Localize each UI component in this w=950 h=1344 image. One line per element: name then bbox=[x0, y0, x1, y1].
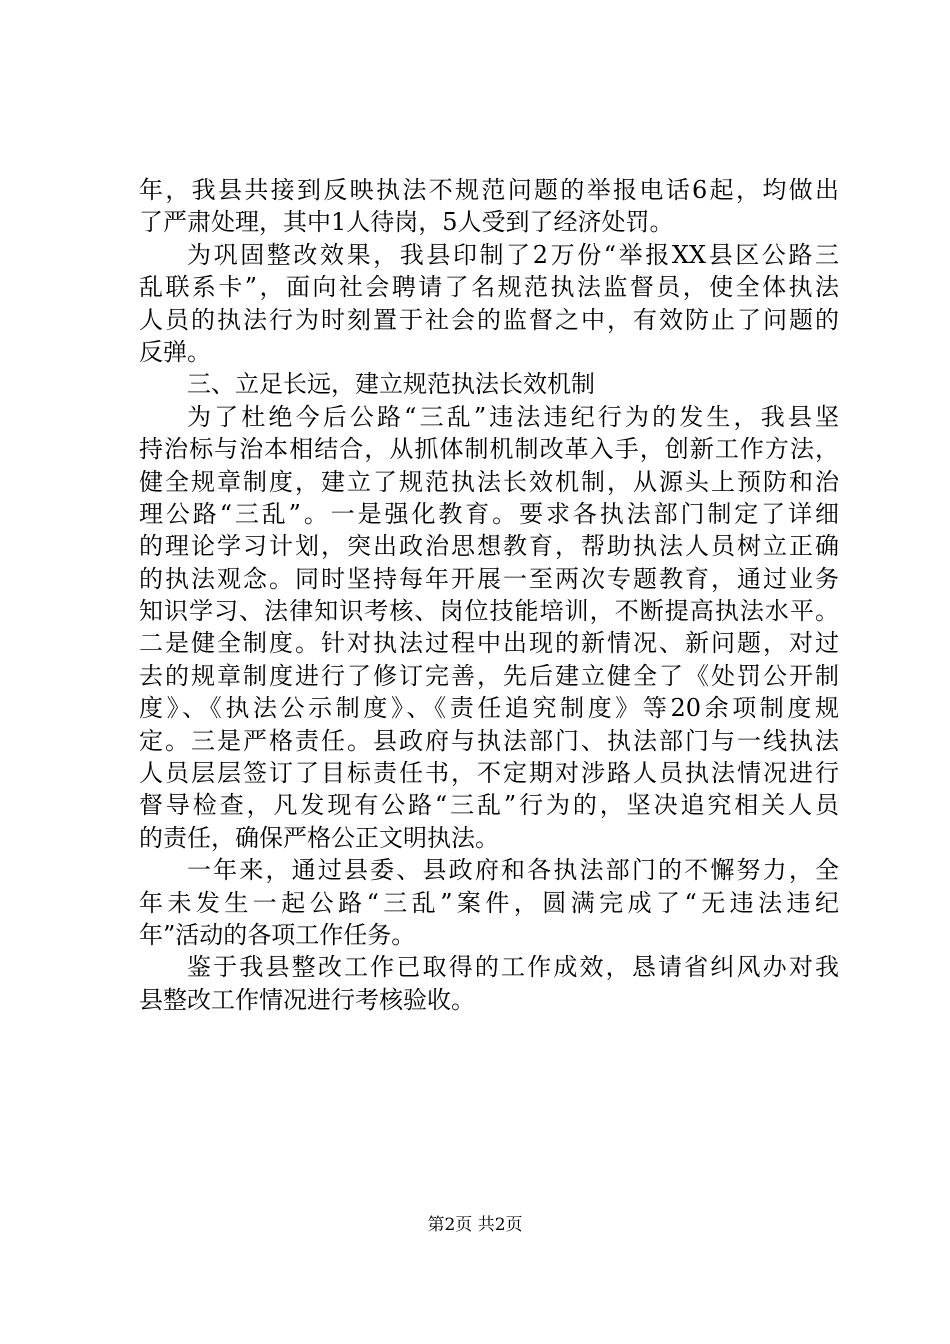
text-line: 一年来，通过县委、县政府和各执法部门的不懈努力，全 bbox=[187, 856, 839, 885]
text-line: 定。三是严格责任。县政府与执法部门、执法部门与一线执法 bbox=[139, 726, 839, 755]
page-footer: 第2页 共2页 bbox=[427, 1215, 523, 1235]
text-line: 知识学习、法律知识考核、岗位技能培训，不断提高执法水平。 bbox=[139, 597, 839, 626]
text-line: 的责任，确保严格公正文明执法。 bbox=[139, 823, 499, 852]
text-line: 去的规章制度进行了修订完善，先后建立健全了《处罚公开制 bbox=[139, 661, 839, 690]
text-line: 持治标与治本相结合，从抓体制机制改革入手，创新工作方法， bbox=[139, 435, 839, 464]
text-line: 人员层层签订了目标责任书，不定期对涉路人员执法情况进行 bbox=[139, 759, 839, 788]
text-line: 年，我县共接到反映执法不规范问题的举报电话6起，均做出 bbox=[139, 176, 839, 204]
text-line: 二是健全制度。针对执法过程中出现的新情况、新问题，对过 bbox=[139, 629, 839, 658]
text-line: 年”活动的各项工作任务。 bbox=[139, 920, 416, 949]
text-line: 乱联系卡”，面向社会聘请了名规范执法监督员，使全体执法 bbox=[139, 273, 839, 302]
text-line: 督导检查，凡发现有公路“三乱”行为的，坚决追究相关人员 bbox=[139, 791, 839, 820]
text-line: 年未发生一起公路“三乱”案件，圆满完成了“无违法违纪 bbox=[139, 888, 839, 917]
text-line: 县整改工作情况进行考核验收。 bbox=[139, 985, 475, 1014]
text-line: 为巩固整改效果，我县印制了2万份“举报XX县区公路三 bbox=[187, 240, 839, 269]
text-line: 的执法观念。同时坚持每年开展一至两次专题教育，通过业务 bbox=[139, 564, 839, 593]
text-line: 为了杜绝今后公路“三乱”违法违纪行为的发生，我县坚 bbox=[187, 402, 839, 431]
document-body bbox=[139, 174, 839, 1016]
text-line: 的理论学习计划，突出政治思想教育，帮助执法人员树立正确 bbox=[139, 532, 839, 561]
text-line: 反弹。 bbox=[139, 337, 211, 366]
text-line: 三、立足长远，建立规范执法长效机制 bbox=[187, 370, 595, 399]
text-line: 人员的执法行为时刻置于社会的监督之中，有效防止了问题的 bbox=[139, 305, 839, 334]
text-line: 理公路“三乱”。一是强化教育。要求各执法部门制定了详细 bbox=[139, 499, 839, 528]
text-line: 鉴于我县整改工作已取得的工作成效，恳请省纠风办对我 bbox=[187, 953, 839, 982]
text-line: 度》、《执法公示制度》、《责任追究制度》等20余项制度规 bbox=[139, 694, 839, 723]
text-line: 了严肃处理，其中1人待岗，5人受到了经济处罚。 bbox=[139, 208, 674, 237]
text-line: 健全规章制度，建立了规范执法长效机制，从源头上预防和治 bbox=[139, 467, 839, 496]
